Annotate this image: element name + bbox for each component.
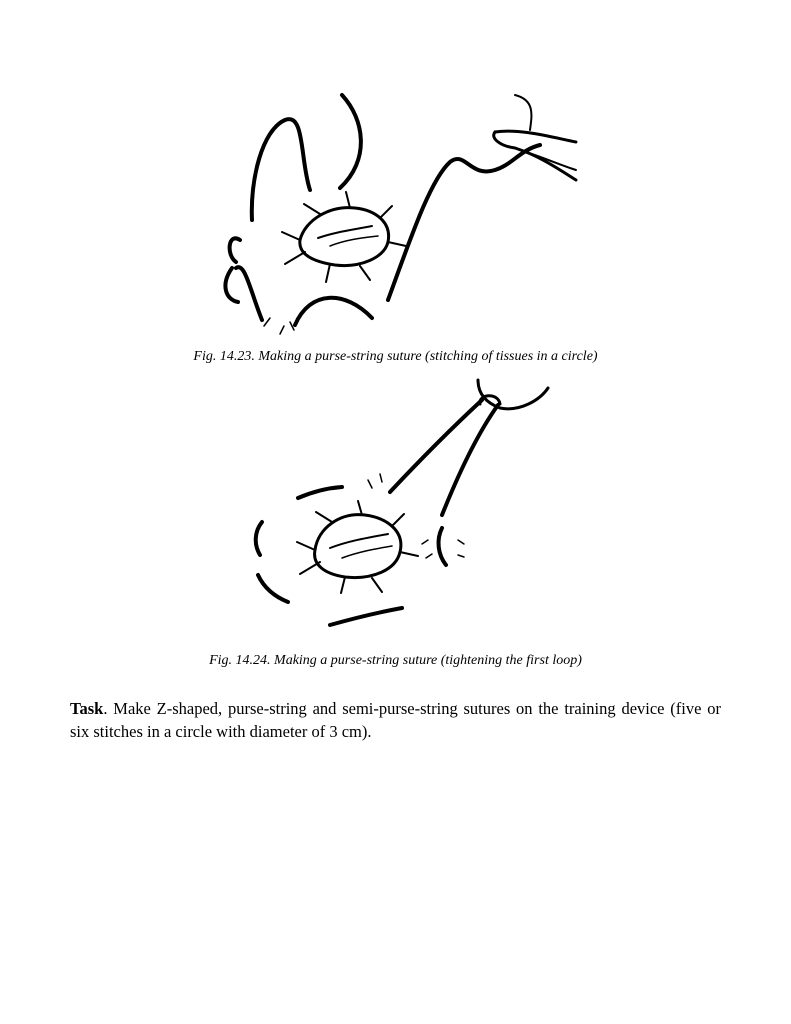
task-text: . Make Z-shaped, purse-string and semi-purse-string sutures on the training device (five or six stitches in a circle with diameter of 3 cm).: [70, 699, 721, 741]
figure-caption: Fig. 14.24. Making a purse-string suture (tightening the first loop): [209, 653, 582, 668]
purse-string-tightening-illustration: [0, 370, 791, 640]
task-paragraph: [70, 697, 721, 743]
purse-string-stitching-illustration: [0, 0, 791, 345]
task-label: Task: [70, 699, 104, 718]
figure-caption: Fig. 14.23. Making a purse-string suture (stitching of tissues in a circle): [193, 349, 598, 364]
